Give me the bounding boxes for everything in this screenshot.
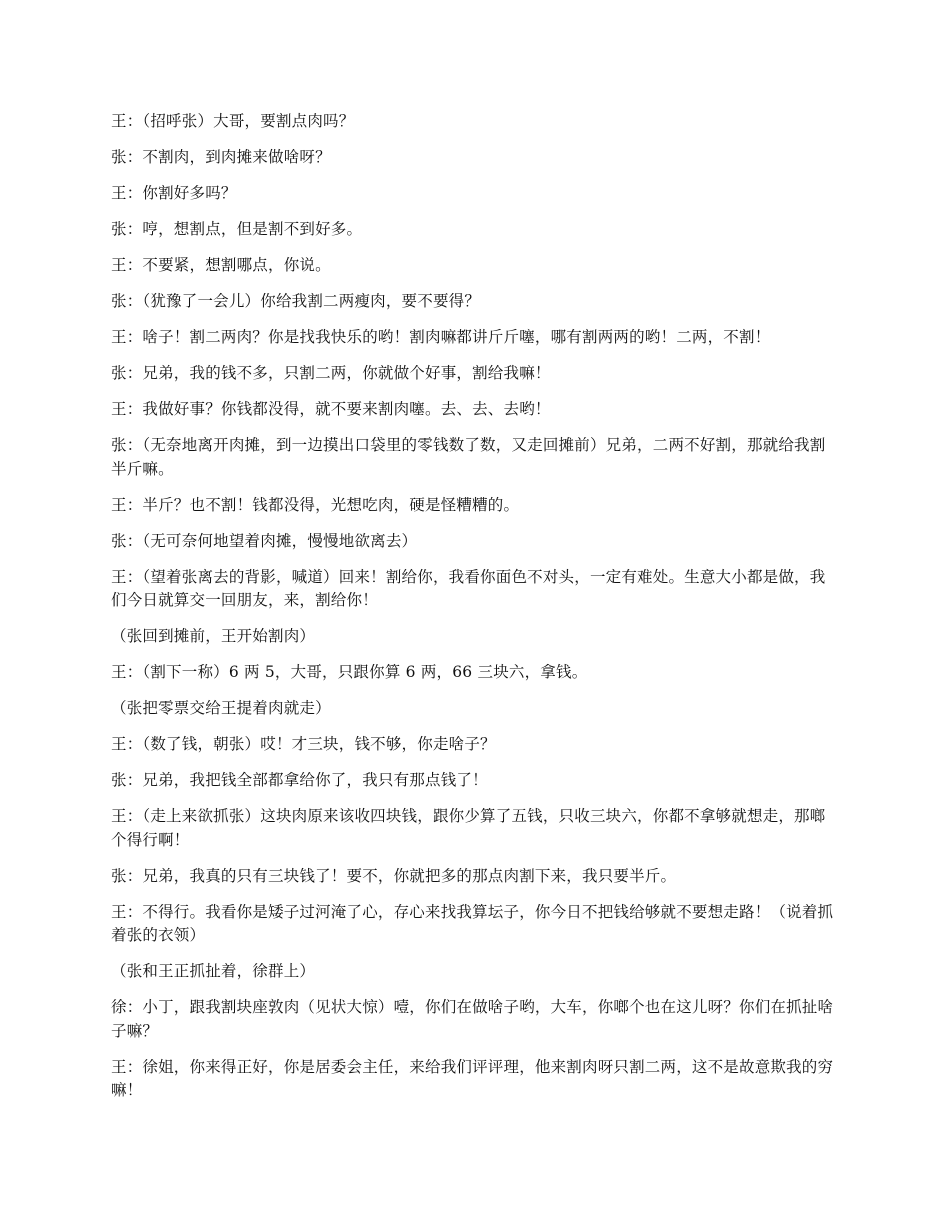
dialogue-line: 张：兄弟，我真的只有三块钱了！要不，你就把多的那点肉割下来，我只要半斤。 bbox=[111, 866, 677, 885]
dialogue-line: 王：啥子！割二两肉？你是找我快乐的哟！割肉嘛都讲斤斤噻，哪有割两两的哟！二两，不割！ bbox=[111, 328, 771, 346]
dialogue-line: 王：不得行。我看你是矮子过河淹了心，存心来找我算坛子，你今日不把钱给够就不要想走路！（说着抓着张的衣领） bbox=[111, 902, 834, 944]
dialogue-line: 王：徐姐，你来得正好，你是居委会主任，来给我们评评理，他来割肉呀只割二两，这不是故意欺我的穷嘛！ bbox=[111, 1057, 834, 1099]
document-body bbox=[111, 110, 839, 1115]
stage-direction: 张：（无可奈何地望着肉摊，慢慢地欲离去） bbox=[111, 531, 418, 550]
dialogue-line: 王：（走上来欲抓张）这块肉原来该收四块钱，跟你少算了五钱，只收三块六，你都不拿够就想走，那啷个得行啊！ bbox=[111, 807, 826, 849]
dialogue-line: 王：你割好多吗？ bbox=[111, 184, 237, 202]
dialogue-line: 张：兄弟，我的钱不多，只割二两，你就做个好事，割给我嘛！ bbox=[111, 364, 551, 382]
stage-direction: （张回到摊前，王开始割肉） bbox=[111, 627, 316, 645]
dialogue-line: 王：（招呼张）大哥，要割点肉吗？ bbox=[111, 112, 355, 130]
dialogue-line: 王：（数了钱，朝张）哎！才三块，钱不够，你走啥子？ bbox=[111, 735, 496, 753]
dialogue-line: 王：我做好事？你钱都没得，就不要来割肉噻。去、去、去哟！ bbox=[111, 400, 551, 418]
dialogue-line: 王：不要紧，想割哪点，你说。 bbox=[111, 256, 331, 274]
dialogue-line: 张：哼，想割点，但是割不到好多。 bbox=[111, 220, 363, 238]
dialogue-line: 张：（无奈地离开肉摊，到一边摸出口袋里的零钱数了数，又走回摊前）兄弟，二两不好割，那就给我割半斤嘛。 bbox=[111, 436, 826, 478]
dialogue-line: 张：（犹豫了一会儿）你给我割二两瘦肉，要不要得？ bbox=[111, 292, 481, 310]
dialogue-line: 徐：小丁，跟我割块座敦肉（见状大惊）噎，你们在做啥子哟，大车，你啷个也在这儿呀？你们在抓扯啥子嘛？ bbox=[111, 998, 834, 1040]
stage-direction: （张和王正抓扯着，徐群上） bbox=[111, 962, 316, 980]
dialogue-line: 张：不割肉，到肉摊来做啥呀？ bbox=[111, 148, 331, 166]
dialogue-line: 张：兄弟，我把钱全部都拿给你了，我只有那点钱了！ bbox=[111, 771, 488, 789]
dialogue-line: 王：（望着张离去的背影，喊道）回来！割给你，我看你面色不对头，一定有难处。生意大小都是做，我们今日就算交一回朋友，来，割给你！ bbox=[111, 567, 826, 609]
stage-direction: （张把零票交给王提着肉就走） bbox=[111, 699, 331, 717]
dialogue-line: 王：（割下一称）6 两 5，大哥，只跟你算 6 两，66 三块六，拿钱。 bbox=[111, 663, 588, 681]
dialogue-line: 王：半斤？也不割！钱都没得，光想吃肉，硬是怪糟糟的。 bbox=[111, 495, 520, 514]
